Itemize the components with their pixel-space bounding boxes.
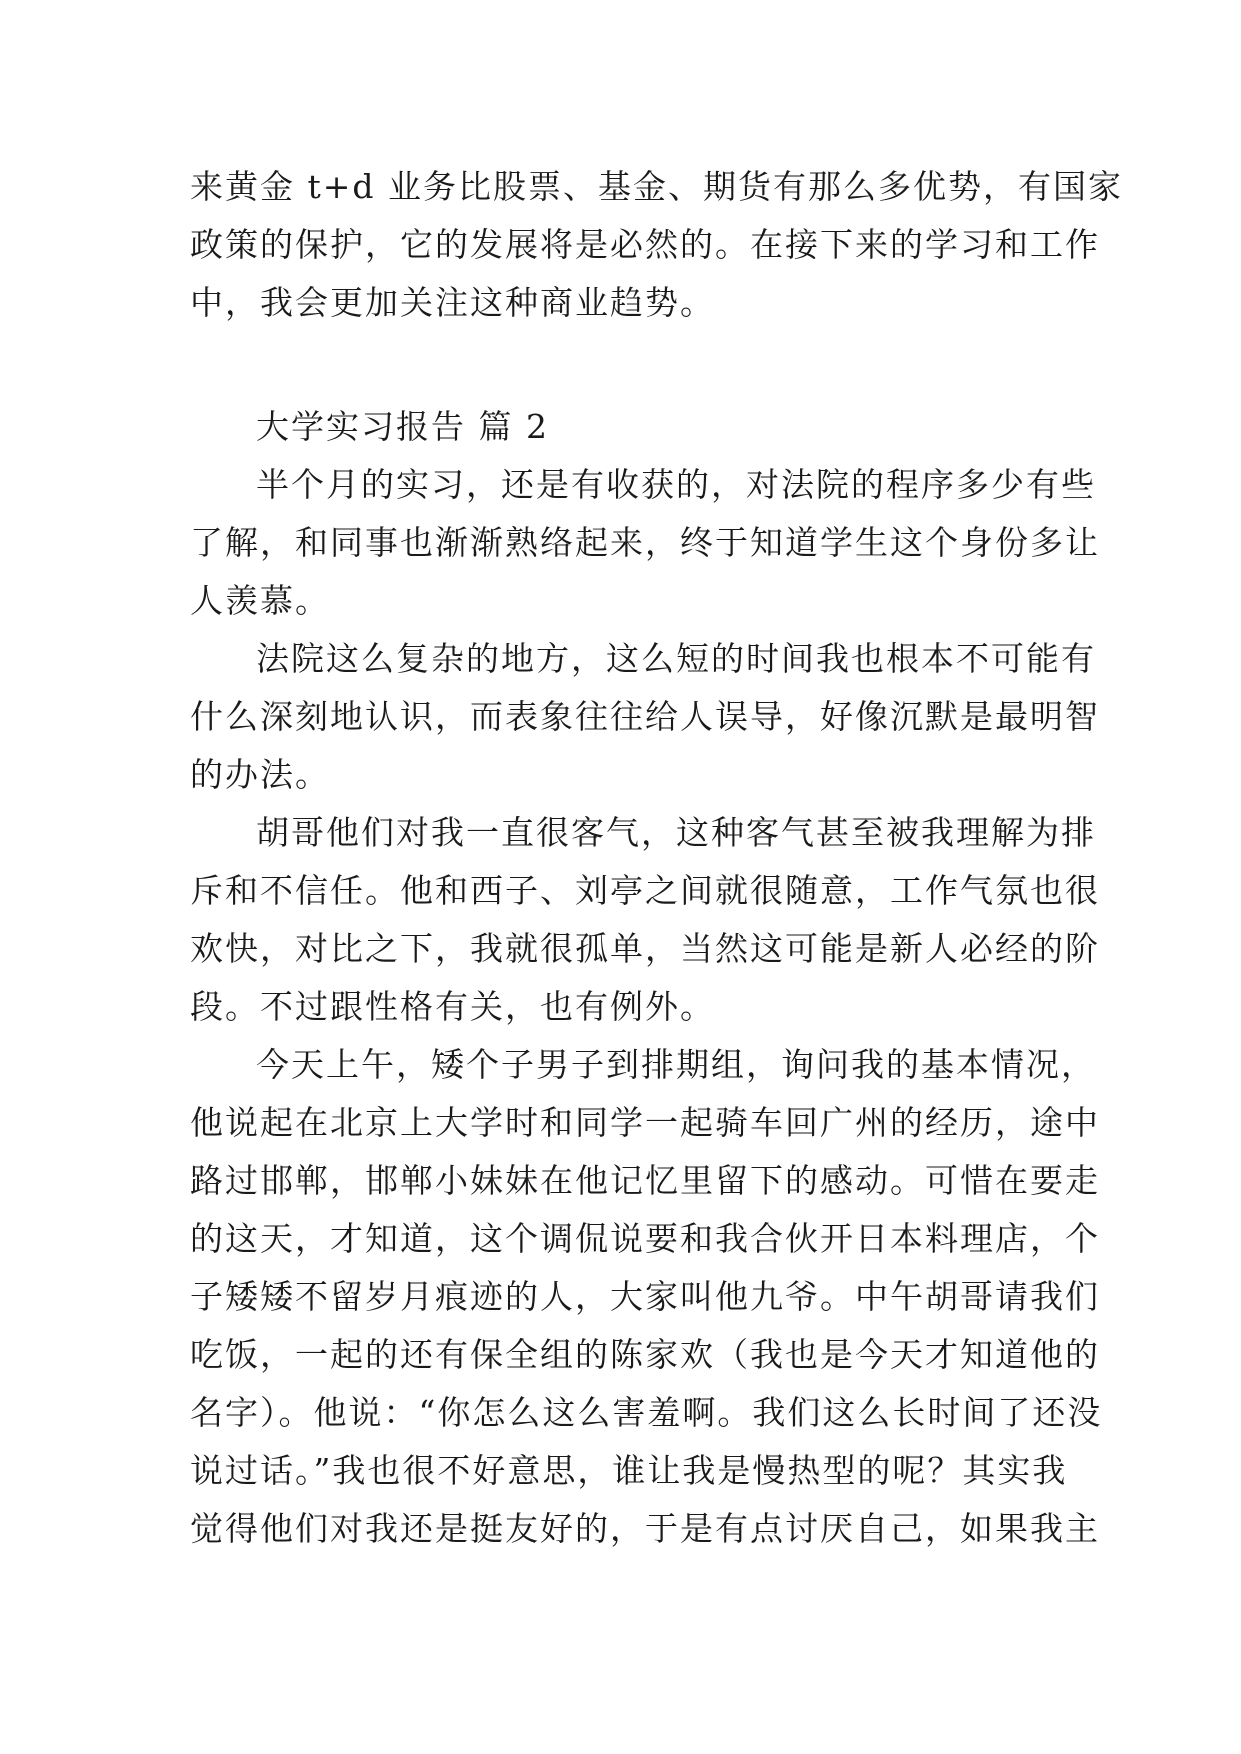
- text-line: 的办法。: [190, 755, 330, 794]
- paragraph-3: [190, 804, 1100, 1036]
- paragraph-1: [190, 456, 1100, 630]
- text-line: 的这天，才知道，这个调侃说要和我合伙开日本料理店，个: [190, 1219, 1100, 1258]
- document-body: [190, 158, 1124, 1558]
- text-line: 吃饭，一起的还有保全组的陈家欢（我也是今天才知道他的: [190, 1335, 1100, 1374]
- text-line: 人羡慕。: [190, 581, 330, 620]
- text-line: 中，我会更加关注这种商业趋势。: [190, 283, 715, 322]
- text-line: 觉得他们对我还是挺友好的，于是有点讨厌自己，如果我主: [190, 1509, 1100, 1548]
- continued-paragraph: [190, 158, 1124, 332]
- text-line: 欢快，对比之下，我就很孤单，当然这可能是新人必经的阶: [190, 929, 1100, 968]
- text-line: 子矮矮不留岁月痕迹的人，大家叫他九爷。中午胡哥请我们: [190, 1277, 1100, 1316]
- text-line: 政策的保护，它的发展将是必然的。在接下来的学习和工作: [190, 225, 1100, 264]
- section-title: 大学实习报告 篇 2: [256, 407, 549, 446]
- text-line: 他说起在北京上大学时和同学一起骑车回广州的经历，途中: [190, 1103, 1100, 1142]
- section-spacer: [190, 332, 1060, 398]
- text-line: 路过邯郸，邯郸小妹妹在他记忆里留下的感动。可惜在要走: [190, 1161, 1100, 1200]
- text-line: 今天上午，矮个子男子到排期组，询问我的基本情况，: [256, 1045, 1096, 1084]
- text-line: 来黄金 t+d 业务比股票、基金、期货有那么多优势，有国家: [190, 167, 1124, 206]
- text-line: 斥和不信任。他和西子、刘亭之间就很随意，工作气氛也很: [190, 871, 1100, 910]
- text-line: 说过话。”我也很不好意思，谁让我是慢热型的呢？其实我: [190, 1451, 1068, 1490]
- text-line: 法院这么复杂的地方，这么短的时间我也根本不可能有: [256, 639, 1096, 678]
- text-line: 段。不过跟性格有关，也有例外。: [190, 987, 715, 1026]
- text-line: 半个月的实习，还是有收获的，对法院的程序多少有些: [256, 465, 1096, 504]
- text-line: 名字）。他说：“你怎么这么害羞啊。我们这么长时间了还没: [190, 1393, 1103, 1432]
- text-line: 了解，和同事也渐渐熟络起来，终于知道学生这个身份多让: [190, 523, 1100, 562]
- text-line: 胡哥他们对我一直很客气，这种客气甚至被我理解为排: [256, 813, 1096, 852]
- paragraph-2: [190, 630, 1100, 804]
- paragraph-4: [190, 1036, 1103, 1558]
- text-line: 什么深刻地认识，而表象往往给人误导，好像沉默是最明智: [190, 697, 1100, 736]
